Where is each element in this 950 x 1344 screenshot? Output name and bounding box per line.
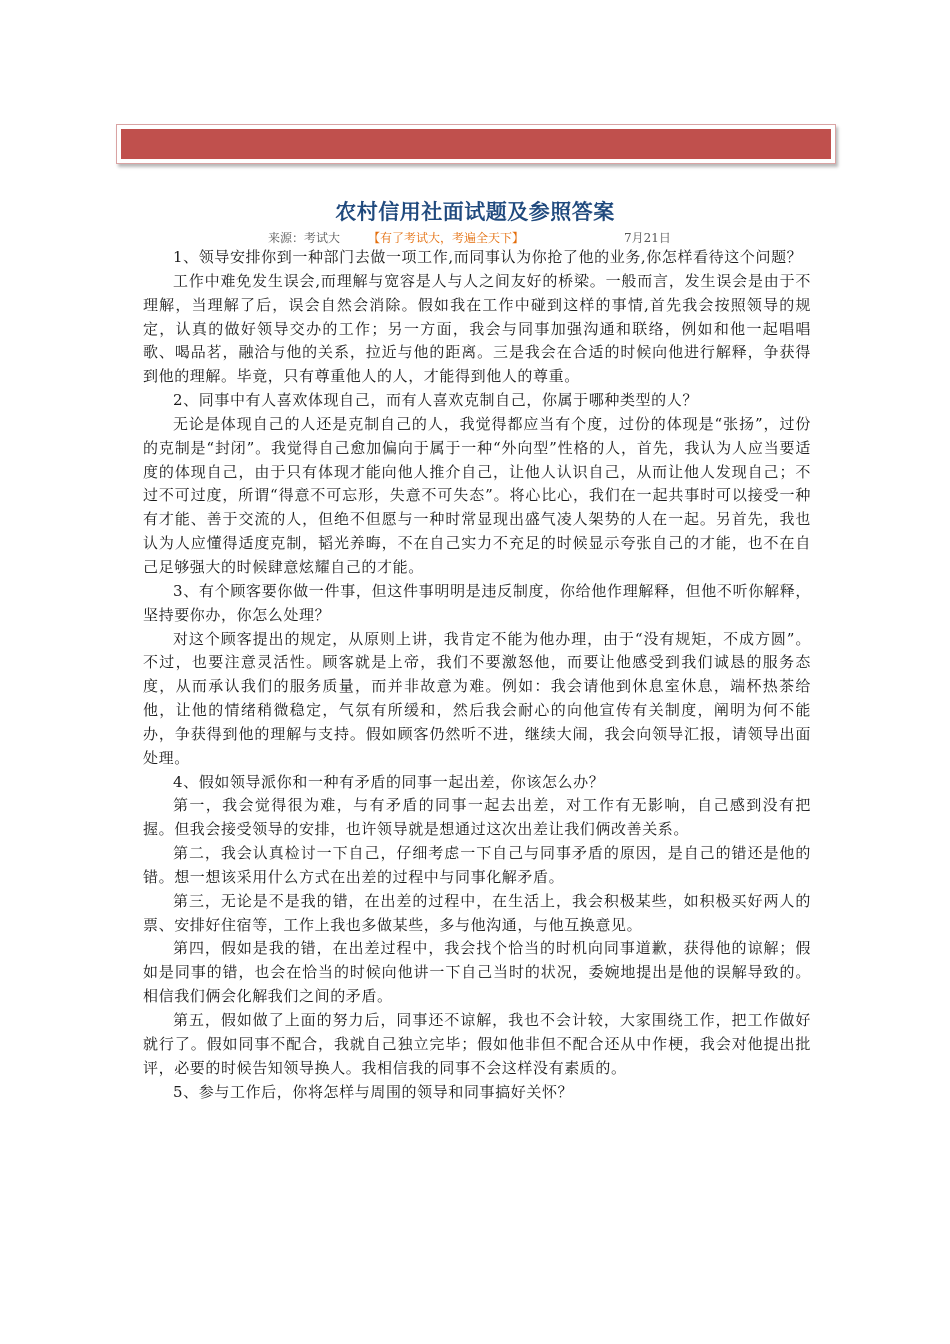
banner-fill [121,129,831,159]
source-label: 来源：考试大 [268,231,341,245]
answer-paragraph: 工作中难免发生误会,而理解与宽容是人与人之间友好的桥梁。一般而言，发生误会是由于不理解，当理解了后，误会自然会消除。假如我在工作中碰到这样的事情,首先我会按照领导的规定，认真的做好领导交办的工作；另一方面，我会与同事加强沟通和联络，例如和他一起唱唱歌、喝品茗，融洽与他的关系，拉近与他的距离。三是我会在合适的时候向他进行解释，争获得到他的理解。毕竟，只有尊重他人的人，才能得到他人的尊重。 [143,271,811,386]
slogan-link[interactable]: 【有了考试大，考遍全天下】 [368,231,525,245]
answer-paragraph: 第五，假如做了上面的努力后，同事还不谅解，我也不会计较，大家围绕工作，把工作做好就行了。假如同事不配合，我就自己独立完毕；假如他非但不配合还从中作梗，我会对他提出批评，必要的时候告知领导换人。我相信我的同事不会这样没有素质的。 [143,1011,811,1077]
question-2: 2、同事中有人喜欢体现自己，而有人喜欢克制自己，你属于哪种类型的人？ [173,391,698,410]
answer-paragraph: 对这个顾客提出的规定，从原则上讲，我肯定不能为他办理，由于“没有规矩，不成方圆”。不过，也要注意灵活性。顾客就是上帝，我们不要激怒他，而要让他感受到我们诚恳的服务态度，从而承认我们的服务质量，而并非故意为难。例如：我会请他到休息室休息，端杯热茶给他，让他的情绪稍微稳定，气氛有所缓和，然后我会耐心的向他宣传有关制度，阐明为何不能办，争获得到他的理解与支持。假如顾客仍然听不进，继续大闹，我会向领导汇报，请领导出面处理。 [143,629,811,767]
answer-paragraph: 第三，无论是不是我的错，在出差的过程中，在生活上，我会积极某些，如积极买好两人的票、安排好住宿等，工作上我也多做某些，多与他沟通，与他互换意见。 [143,891,811,934]
header-banner [116,124,836,164]
answer-paragraph: 第一，我会觉得很为难，与有矛盾的同事一起去出差，对工作有无影响，自己感到没有把握。但我会接受领导的安排，也许领导就是想通过这次出差让我们俩改善关系。 [143,796,811,839]
answer-paragraph: 无论是体现自己的人还是克制自己的人，我觉得都应当有个度，过份的体现是“张扬”，过份的克制是“封闭”。我觉得自己愈加偏向于属于一种“外向型”性格的人，首先，我认为人应当要适度的体现自己，由于只有体现才能向他人推介自己，让他人认识自己，从而让他人发现自己；不过不可过度，所谓“得意不可忘形，失意不可失态”。将心比心，我们在一起共事时可以接受一种有才能、善于交流的人，但绝不但愿与一种时常显现出盛气凌人架势的人在一起。另首先，我也认为人应懂得适度克制，韬光养晦，不在自己实力不充足的时候显示夸张自己的才能，也不在自己足够强大的时候肆意炫耀自己的才能。 [143,414,811,576]
answer-paragraph: 第二，我会认真检讨一下自己，仔细考虑一下自己与同事矛盾的原因，是自己的错还是他的错。想一想该采用什么方式在出差的过程中与同事化解矛盾。 [143,844,811,886]
question-5: 5、参与工作后，你将怎样与周围的领导和同事搞好关怀？ [173,1082,574,1101]
publish-date: 7月21日 [624,231,671,245]
question-3: 3、有个顾客要你做一件事，但这件事明明是违反制度，你给他作理解释，但他不听你解释，坚持要你办，你怎么处理？ [143,581,811,624]
question-1: 1、领导安排你到一种部门去做一项工作,而同事认为你抢了他的业务,你怎样看待这个问题？ [173,248,803,266]
answer-paragraph: 第四，假如是我的错，在出差过程中，我会找个恰当的时机向同事道歉，获得他的谅解；假如是同事的错，也会在恰当的时候向他讲一下自己当时的状况，委婉地提出是他的误解导致的。相信我们俩会化解我们之间的矛盾。 [143,939,811,1006]
article-meta [268,228,788,248]
page-title: 农村信用社面试题及参照答案 [335,200,615,224]
article-body [143,246,811,1104]
question-4: 4、假如领导派你和一种有矛盾的同事一起出差，你该怎么办？ [173,772,605,791]
